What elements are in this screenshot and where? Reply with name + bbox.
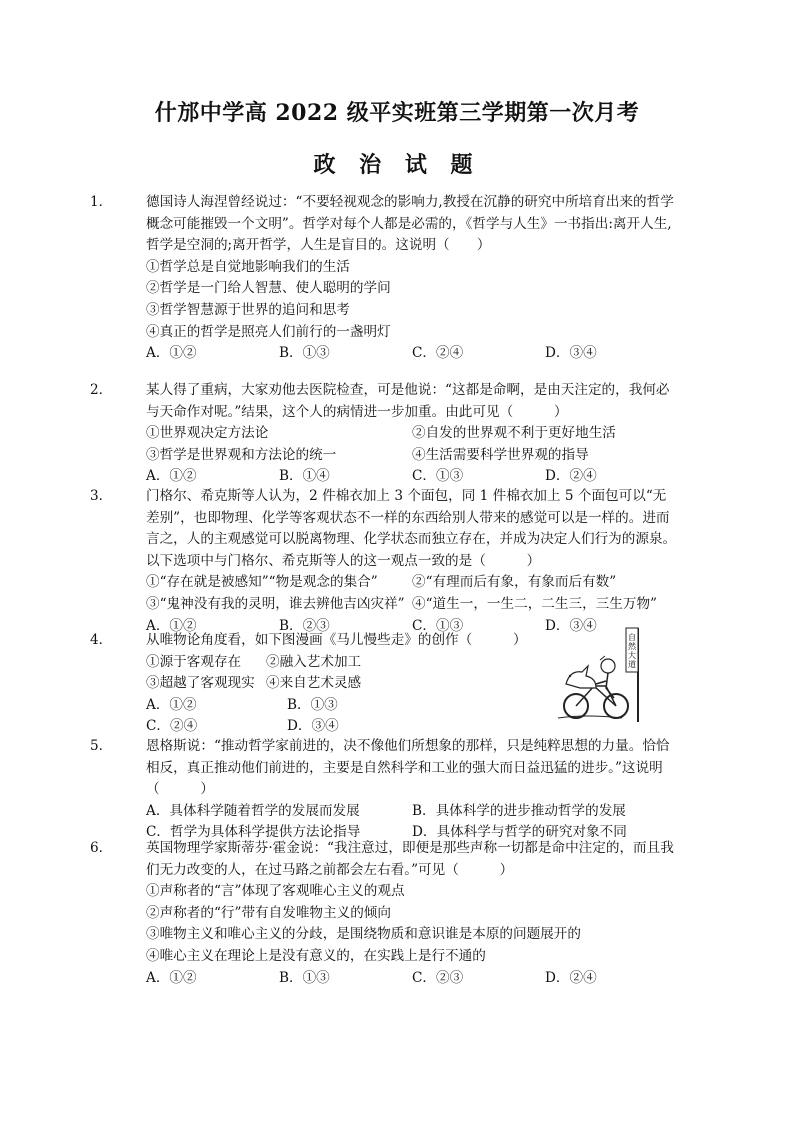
option-b: B．①④ (279, 468, 330, 485)
question-1 (90, 192, 678, 365)
statements-row (118, 594, 678, 616)
option-a: A．①② (146, 696, 197, 713)
exam-subtitle: 政 治 试 题 (313, 152, 481, 178)
statement: ③哲学是世界观和方法论的统一 (146, 446, 337, 463)
option-a: A．具体科学随着哲学的发展而发展 (146, 802, 360, 819)
question-2 (90, 380, 678, 488)
options-row (118, 801, 678, 823)
road-sign-char-3: 大 (628, 651, 636, 660)
question-text: 德国诗人海涅曾经说过：“不要轻视观念的影响力,教授在沉静的研究中所培育出来的哲学概念可能摧毁一个文明”。哲学对每个人都是必需的，《哲学与人生》一书指出:离开人生,哲学是空洞的;离开哲学，人生是盲目的。这说明（ ） (146, 194, 674, 254)
road-sign-char-4: 道 (628, 660, 636, 669)
statement: ④“道生一，一生二，二生三，三生万物” (412, 595, 657, 612)
question-text: 英国物理学家斯蒂芬·霍金说：“我注意过，即便是那些声称一切都是命中注定的，而且我们无力改变的人，在过马路之前都会左右看。”可见（ ） (146, 840, 674, 878)
question-text: 从唯物论角度看，如下图漫画《马儿慢些走》的创作（ ） (146, 632, 527, 648)
statement: ③“鬼神没有我的灵明，谁去辨他吉凶灾祥” (146, 595, 405, 612)
option-b: B．②③ (279, 617, 330, 634)
option-c: C．②④ (146, 718, 198, 735)
statement: ②哲学是一门给人智慧、使人聪明的学问 (146, 280, 391, 297)
question-number: 5． (90, 738, 113, 754)
question-stem (90, 838, 678, 881)
option-c: C．①③ (412, 468, 464, 485)
option-c: C．②③ (412, 969, 464, 986)
statement: ③超越了客观现实 (146, 675, 255, 692)
option-c: C．②④ (412, 345, 464, 362)
option-d: D．③④ (545, 617, 597, 634)
option-a: A．①② (146, 468, 197, 485)
option-b: B．①③ (279, 969, 330, 986)
statement: ③唯物主义和唯心主义的分歧，是围绕物质和意识谁是本原的问题展开的 (146, 926, 581, 943)
statement: ②声称者的“行”带有自发唯物主义的倾向 (146, 904, 391, 921)
statement: ①源于客观存在 (146, 653, 242, 670)
option-b: B．具体科学的进步推动哲学的发展 (412, 802, 626, 819)
question-stem (90, 380, 678, 423)
question-stem (90, 486, 678, 572)
road-sign-char-1: 自 (628, 633, 636, 642)
statements-row (118, 572, 678, 594)
options-row (118, 466, 678, 488)
option-a: A．①② (146, 345, 197, 362)
statements-row (118, 445, 678, 467)
question-number: 2． (90, 382, 113, 398)
option-c: C．①③ (412, 617, 464, 634)
question-stem (90, 736, 678, 801)
statement: ①“存在就是被感知”“物是观念的集合” (146, 574, 378, 591)
statement: ②融入艺术加工 (266, 653, 362, 670)
statement: ④来自艺术灵感 (266, 675, 362, 692)
question-number: 6． (90, 840, 113, 856)
option-d: D．③④ (287, 718, 339, 735)
question-number: 3． (90, 488, 113, 504)
question-text: 门格尔、希克斯等人认为，2 件棉衣加上 3 个面包，同 1 件棉衣加上 5 个面包可以“无差别”，也即物理、化学等客观状态不一样的东西给别人带来的感觉可以是一样的。进而言之，人的主观感觉可以脱离物理、化学状态而独立存在，并成为决定人们行为的源泉。以下选项中与门格尔、希克斯等人的这一观点一致的是（ ） (146, 488, 677, 569)
statement: ④真正的哲学是照亮人们前行的一盏明灯 (146, 323, 391, 340)
option-d: D．具体科学与哲学的研究对象不同 (412, 824, 627, 841)
statements-row (118, 423, 678, 445)
option-c: C．哲学为具体科学提供方法论指导 (146, 824, 361, 841)
road-sign-char-2: 然 (628, 642, 636, 651)
statement: ①声称者的“言”体现了客观唯心主义的观点 (146, 883, 405, 900)
option-d: D．③④ (545, 345, 597, 362)
options-row (118, 968, 678, 990)
question-5 (90, 736, 678, 844)
statement: ②“有理而后有象，有象而后有数” (412, 574, 617, 591)
question-6 (90, 838, 678, 989)
statement: ④生活需要科学世界观的指导 (412, 446, 589, 463)
question-number: 1． (90, 194, 113, 210)
options-row (118, 343, 678, 365)
question-stem (90, 192, 678, 257)
statement: ①哲学总是自觉地影响我们的生活 (146, 258, 350, 275)
question-3 (90, 486, 678, 637)
question-text: 某人得了重病，大家劝他去医院检查，可是他说：“这都是命啊，是由天注定的，我何必与天命作对呢。”结果，这个人的病情进一步加重。由此可见（ ） (146, 382, 670, 420)
statement: ③哲学智慧源于世界的追问和思考 (146, 301, 350, 318)
option-d: D．②④ (545, 468, 597, 485)
statement: ④唯心主义在理论上是没有意义的，在实践上是行不通的 (146, 947, 486, 964)
option-b: B．①③ (287, 696, 338, 713)
exam-title: 什邡中学高 2022 级平实班第三学期第一次月考 (154, 100, 640, 126)
cartoon-horse-bicycle (556, 626, 656, 724)
option-a: A．①② (146, 617, 197, 634)
statement: ①世界观决定方法论 (146, 425, 269, 442)
option-b: B．①③ (279, 345, 330, 362)
rider-head (601, 659, 615, 673)
option-d: D．②④ (545, 969, 597, 986)
question-text: 恩格斯说：“推动哲学家前进的，决不像他们所想象的那样，只是纯粹思想的力量。恰恰相反，真正推动他们前进的，主要是自然科学和工业的强大而日益迅猛的进步。”这说明（ ） (146, 738, 670, 798)
option-a: A．①② (146, 969, 197, 986)
question-number: 4． (90, 632, 113, 648)
statement: ②自发的世界观不利于更好地生活 (412, 425, 616, 442)
